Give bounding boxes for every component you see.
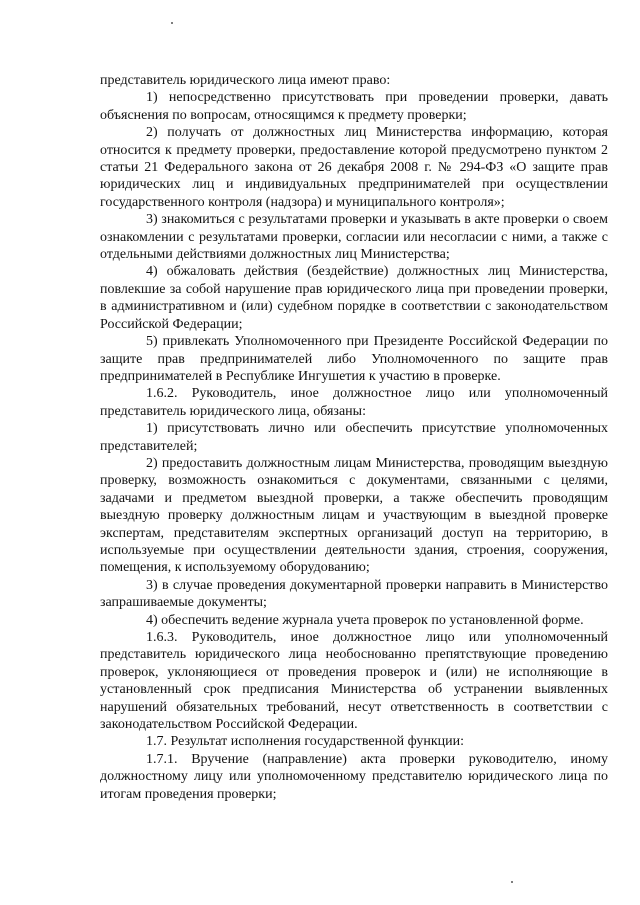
paragraph-right-1: 1) непосредственно присутствовать при проведении проверки, давать объяснения по вопросам, относящимся к предмету проверки; bbox=[100, 90, 608, 123]
paragraph-right-3: 3) знакомиться с результатами проверки и указывать в акте проверки о своем ознакомлении с результатами проверки, согласии или несогласии с ними, а также с отдельными действиями должностных лиц Министерства; bbox=[100, 212, 608, 263]
scan-speck bbox=[511, 881, 513, 883]
paragraph-right-5: 5) привлекать Уполномоченного при Президенте Российской Федерации по защите прав предпринимателей либо Уполномоченного по защите прав предпринимателей в Республике Ингушетия к участию в проверке. bbox=[100, 334, 608, 384]
paragraph-right-2: 2) получать от должностных лиц Министерства информацию, которая относится к предмету проверки, предоставление которой предусмотрено пунктом 2 статьи 21 Федерального закона от 26 декабря 2008 г. № 294-ФЗ «О защите прав юридических лиц и индивидуальных предпринимателей при осуществлении государственного контроля (надзора) и муниципального контроля»; bbox=[100, 125, 608, 210]
paragraph-1-6-2-heading: 1.6.2. Руководитель, иное должностное лицо или уполномоченный представитель юридического лица, обязаны: bbox=[100, 386, 608, 419]
document-text bbox=[100, 72, 608, 803]
paragraph-duty-1: 1) присутствовать лично или обеспечить присутствие уполномоченных представителей; bbox=[100, 421, 608, 454]
paragraph-duty-2: 2) предоставить должностным лицам Министерства, проводящим выездную проверку, возможность ознакомиться с документами, связанными с целями, задачами и предметом выездной проверки, а также обеспечить проводящим выездную проверку должностным лицам и участвующим в выездной проверке экспертам, представителям экспертных организаций доступ на территорию, в используемые при осуществлении деятельности здания, строения, сооружения, помещения, к используемому оборудованию; bbox=[100, 455, 608, 576]
paragraph-duty-4: 4) обеспечить ведение журнала учета проверок по установленной форме. bbox=[146, 612, 584, 628]
paragraph-1-6-3: 1.6.3. Руководитель, иное должностное лицо или уполномоченный представитель юридического лица необоснованно препятствующие проведению проверок, уклоняющиеся от проведения проверок и (или) не исполняющие в установленный срок предписания Министерства об устранении выявленных нарушений обязательных требований, несут ответственность в соответствии с законодательством Российской Федерации. bbox=[100, 630, 608, 733]
paragraph-intro-continuation: представитель юридического лица имеют право: bbox=[100, 73, 391, 88]
paragraph-1-7-heading: 1.7. Результат исполнения государственной функции: bbox=[146, 734, 464, 750]
paragraph-right-4: 4) обжаловать действия (бездействие) должностных лиц Министерства, повлекшие за собой нарушение прав юридического лица при проведении проверки, в административном и (или) судебном порядке в соответствии с законодательством Российской Федерации; bbox=[100, 264, 608, 332]
paragraph-duty-3: 3) в случае проведения документарной проверки направить в Министерство запрашиваемые документы; bbox=[100, 577, 608, 611]
scan-speck bbox=[171, 22, 173, 24]
paragraph-1-7-1: 1.7.1. Вручение (направление) акта проверки руководителю, иному должностному лицу или уполномоченному представителю юридического лица по итогам проведения проверки; bbox=[100, 751, 608, 802]
